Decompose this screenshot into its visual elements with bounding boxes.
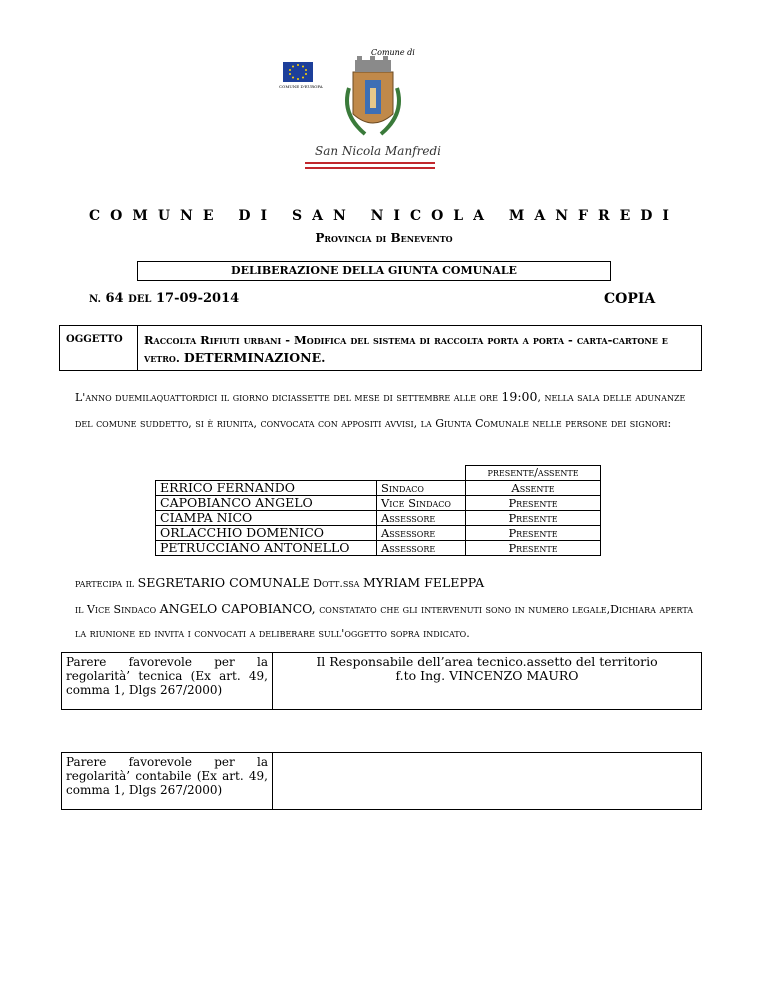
member-role: Assessore <box>377 511 466 526</box>
quorum-paragraph <box>75 597 693 646</box>
secretary-dott: Dott.ssa <box>313 577 360 590</box>
responsible-line: Il Responsabile dell’area tecnico.assetto del territorio <box>316 654 658 669</box>
technical-opinion-signature <box>273 653 701 709</box>
secretary-line <box>75 575 693 590</box>
meeting-time: 19:00 <box>501 389 538 404</box>
subject-label: OGGETTO <box>60 326 138 370</box>
member-role: Assessore <box>377 541 466 556</box>
accounting-opinion-signature <box>273 753 701 809</box>
deliberation-date: 17-09-2014 <box>156 291 240 306</box>
intro-text-end: , nella sala delle adunanze del comune suddetto, si è riunita, convocata con appositi avvisi, la Giunta Comunale nelle persone dei signori: <box>75 391 686 430</box>
deliberation-number: 64 <box>105 291 124 306</box>
subject-box <box>59 325 702 371</box>
subject-text <box>138 326 701 370</box>
members-header-row <box>156 466 601 481</box>
member-role: Sindaco <box>377 481 466 496</box>
quorum-prefix: il Vice Sindaco <box>75 603 157 616</box>
province-title: Provincia di Benevento <box>315 231 453 245</box>
member-name: PETRUCCIANO ANTONELLO <box>156 541 377 556</box>
table-row <box>156 526 601 541</box>
technical-opinion-text: Parere favorevole per la regolarità’ tecnica (Ex art. 49, comma 1, Dlgs 267/2000) <box>62 653 273 709</box>
quorum-name: ANGELO CAPOBIANCO, <box>159 601 316 616</box>
table-row <box>156 496 601 511</box>
member-status: Presente <box>466 526 601 541</box>
deliberation-number-line <box>89 291 239 306</box>
table-row <box>156 511 601 526</box>
accounting-opinion-text: Parere favorevole per la regolarità’ contabile (Ex art. 49, comma 1, Dlgs 267/2000) <box>62 753 273 809</box>
secretary-title: SEGRETARIO COMUNALE <box>137 575 310 590</box>
technical-opinion-box <box>61 652 702 710</box>
table-row <box>156 481 601 496</box>
subject-tail: DETERMINAZIONE. <box>183 350 326 365</box>
member-status: Presente <box>466 541 601 556</box>
subject-main: Raccolta Rifiuti urbani - Modifica del sistema di raccolta porta a porta - carta-cartone e vetro. <box>144 333 668 365</box>
intro-text: L'anno duemilaquattordici il giorno diciassette del mese di settembre alle ore <box>75 391 498 404</box>
member-role: Vice Sindaco <box>377 496 466 511</box>
members-header: presente/assente <box>466 466 601 481</box>
member-role: Assessore <box>377 526 466 541</box>
signature-line: f.to Ing. VINCENZO MAURO <box>395 668 579 683</box>
quorum-text: constatato che gli intervenuti sono in numero legale,Dichiara aperta la riunione ed invita i convocati a deliberare sull'oggetto sopra indicato. <box>75 603 693 640</box>
eu-label: COMUNE D'EUROPA <box>279 84 323 89</box>
member-name: ERRICO FERNANDO <box>156 481 377 496</box>
secretary-prefix: partecipa il <box>75 577 135 590</box>
number-prefix: N. <box>89 294 101 305</box>
logo-signature-text: San Nicola Manfredi <box>315 144 441 158</box>
secretary-name: MYRIAM FELEPPA <box>362 575 485 590</box>
members-table <box>155 465 601 556</box>
accounting-opinion-box <box>61 752 702 810</box>
logo-text-top: Comune di <box>371 48 415 57</box>
member-name: CIAMPA NICO <box>156 511 377 526</box>
municipality-logo <box>275 48 445 176</box>
copy-label: COPIA <box>604 291 656 307</box>
table-row <box>156 541 601 556</box>
deliberation-title-box: DELIBERAZIONE DELLA GIUNTA COMUNALE <box>137 261 611 281</box>
member-name: ORLACCHIO DOMENICO <box>156 526 377 541</box>
member-status: Presente <box>466 511 601 526</box>
del-label: DEL <box>128 294 152 305</box>
member-status: Presente <box>466 496 601 511</box>
member-status: Assente <box>466 481 601 496</box>
municipality-title: COMUNE DI SAN NICOLA MANFREDI <box>89 208 679 224</box>
member-name: CAPOBIANCO ANGELO <box>156 496 377 511</box>
intro-paragraph <box>75 384 693 437</box>
